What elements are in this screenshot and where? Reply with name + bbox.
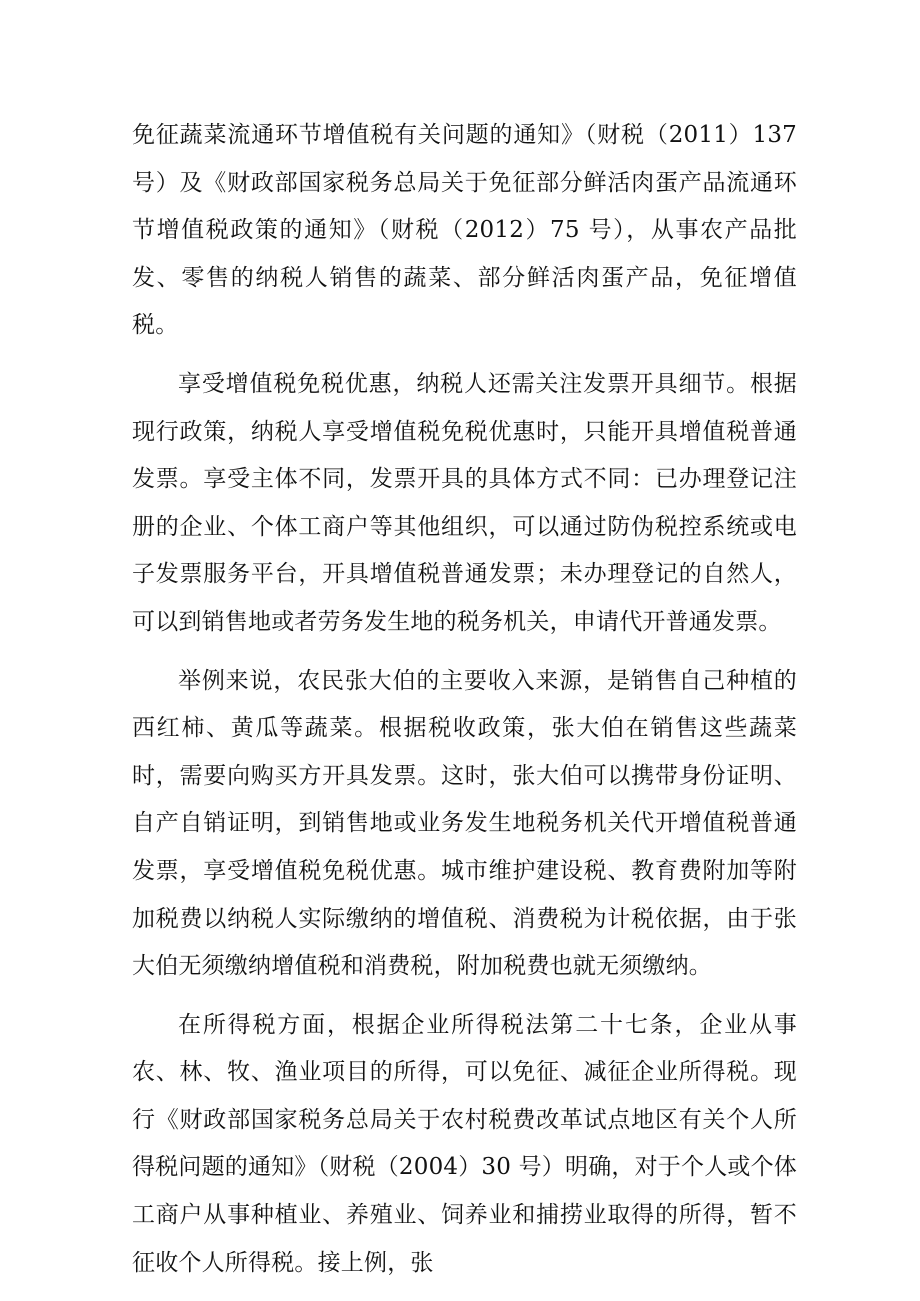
paragraph-1: 免征蔬菜流通环节增值税有关问题的通知》（财税（2011）137 号）及《财政部国家税务总局关于免征部分鲜活肉蛋产品流通环节增值税政策的通知》（财税（2012）75 号），从事农产品批发、零售的纳税人销售的蔬菜、部分鲜活肉蛋产品，免征增值税。: [132, 122, 797, 339]
paragraph-4: 在所得税方面，根据企业所得税法第二十七条，企业从事农、林、牧、渔业项目的所得，可以免征、减征企业所得税。现行《财政部国家税务总局关于农村税费改革试点地区有关个人所得税问题的通知》（财税（2004）30 号）明确，对于个人或个体工商户从事种植业、养殖业、饲养业和捕捞业取得的所得，暂不征收个人所得税。接上例，张: [132, 1011, 798, 1276]
paragraph-2: 享受增值税免税优惠，纳税人还需关注发票开具细节。根据现行政策，纳税人享受增值税免税优惠时，只能开具增值税普通发票。享受主体不同，发票开具的具体方式不同：已办理登记注册的企业、个体工商户等其他组织，可以通过防伪税控系统或电子发票服务平台，开具增值税普通发票；未办理登记的自然人，可以到销售地或者劳务发生地的税务机关，申请代开普通发票。: [132, 370, 797, 635]
paragraph-3: 举例来说，农民张大伯的主要收入来源，是销售自己种植的西红柿、黄瓜等蔬菜。根据税收政策，张大伯在销售这些蔬菜时，需要向购买方开具发票。这时，张大伯可以携带身份证明、自产自销证明，到销售地或业务发生地税务机关代开增值税普通发票，享受增值税免税优惠。城市维护建设税、教育费附加等附加税费以纳税人实际缴纳的增值税、消费税为计税依据，由于张大伯无须缴纳增值税和消费税，附加税费也就无须缴纳。: [132, 667, 797, 980]
body-text: [132, 112, 797, 1287]
